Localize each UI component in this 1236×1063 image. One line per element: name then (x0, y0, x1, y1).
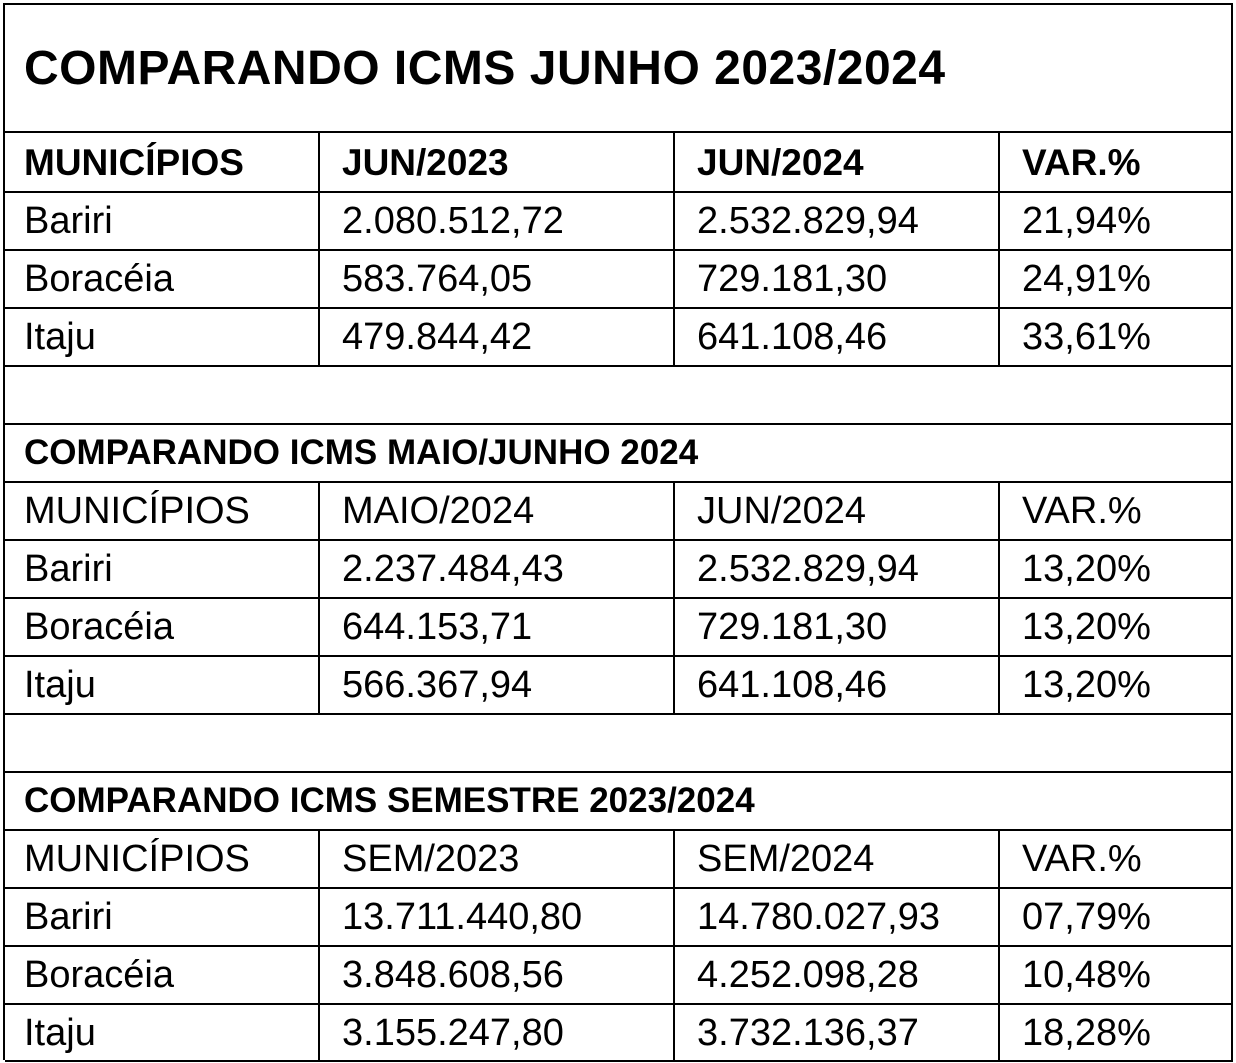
variation-cell: 10,48% (1022, 954, 1151, 996)
column-header-municipios: MUNICÍPIOS (5, 133, 320, 191)
value-cell: 4.252.098,28 (675, 947, 1000, 1003)
table-row (5, 193, 1233, 251)
municipio-cell: Boracéia (5, 947, 320, 1003)
municipio-cell: Itaju (5, 1005, 320, 1060)
blank-cell (5, 715, 1233, 771)
variation-cell: 13,20% (1022, 606, 1151, 648)
icms-comparison-table (3, 3, 1233, 1060)
table-row (5, 947, 1233, 1005)
table-row (5, 889, 1233, 947)
blank-cell (5, 367, 1233, 423)
value-cell: 479.844,42 (320, 309, 675, 365)
column-header-municipios: MUNICÍPIOS (5, 831, 320, 887)
value-cell: 729.181,30 (675, 251, 1000, 307)
municipio-cell: Bariri (5, 889, 320, 945)
municipio-cell: Itaju (5, 657, 320, 713)
value-cell: 2.532.829,94 (675, 541, 1000, 597)
value-cell: 3.732.136,37 (675, 1005, 1000, 1060)
section3-title: COMPARANDO ICMS SEMESTRE 2023/2024 (24, 781, 755, 820)
value-cell: 3.155.247,80 (320, 1005, 675, 1060)
section1-title-row (5, 5, 1233, 133)
value-cell: 2.080.512,72 (320, 193, 675, 249)
variation-cell: 33,61% (1022, 316, 1151, 358)
section2-header-row (5, 483, 1233, 541)
table-row (5, 541, 1233, 599)
column-header-period-1: JUN/2023 (320, 133, 675, 191)
column-header-variation: VAR.% (1022, 141, 1141, 183)
value-cell: 583.764,05 (320, 251, 675, 307)
municipio-cell: Boracéia (5, 599, 320, 655)
municipio-cell: Bariri (5, 541, 320, 597)
value-cell: 14.780.027,93 (675, 889, 1000, 945)
value-cell: 644.153,71 (320, 599, 675, 655)
column-header-period-2: SEM/2024 (675, 831, 1000, 887)
value-cell: 2.532.829,94 (675, 193, 1000, 249)
variation-cell: 13,20% (1022, 548, 1151, 590)
value-cell: 13.711.440,80 (320, 889, 675, 945)
column-header-variation: VAR.% (1022, 838, 1142, 880)
table-row (5, 309, 1233, 367)
section1-header-row (5, 133, 1233, 193)
table-row (5, 657, 1233, 715)
value-cell: 2.237.484,43 (320, 541, 675, 597)
municipio-cell: Boracéia (5, 251, 320, 307)
municipio-cell: Bariri (5, 193, 320, 249)
table-row (5, 251, 1233, 309)
section2-title-row (5, 425, 1233, 483)
variation-cell: 13,20% (1022, 664, 1151, 706)
section3-title-row (5, 773, 1233, 831)
value-cell: 3.848.608,56 (320, 947, 675, 1003)
column-header-period-1: MAIO/2024 (320, 483, 675, 539)
value-cell: 566.367,94 (320, 657, 675, 713)
section2-title: COMPARANDO ICMS MAIO/JUNHO 2024 (24, 433, 699, 472)
variation-cell: 18,28% (1022, 1011, 1151, 1054)
column-header-municipios: MUNICÍPIOS (5, 483, 320, 539)
column-header-period-2: JUN/2024 (675, 483, 1000, 539)
table-row (5, 1005, 1233, 1062)
table-row (5, 599, 1233, 657)
spacer-row (5, 367, 1233, 425)
section1-title: COMPARANDO ICMS JUNHO 2023/2024 (24, 41, 946, 95)
section3-header-row (5, 831, 1233, 889)
value-cell: 641.108,46 (675, 309, 1000, 365)
spacer-row (5, 715, 1233, 773)
variation-cell: 24,91% (1022, 258, 1151, 300)
variation-cell: 21,94% (1022, 200, 1151, 242)
value-cell: 641.108,46 (675, 657, 1000, 713)
municipio-cell: Itaju (5, 309, 320, 365)
variation-cell: 07,79% (1022, 896, 1151, 938)
column-header-period-1: SEM/2023 (320, 831, 675, 887)
column-header-period-2: JUN/2024 (675, 133, 1000, 191)
column-header-variation: VAR.% (1022, 490, 1142, 532)
value-cell: 729.181,30 (675, 599, 1000, 655)
